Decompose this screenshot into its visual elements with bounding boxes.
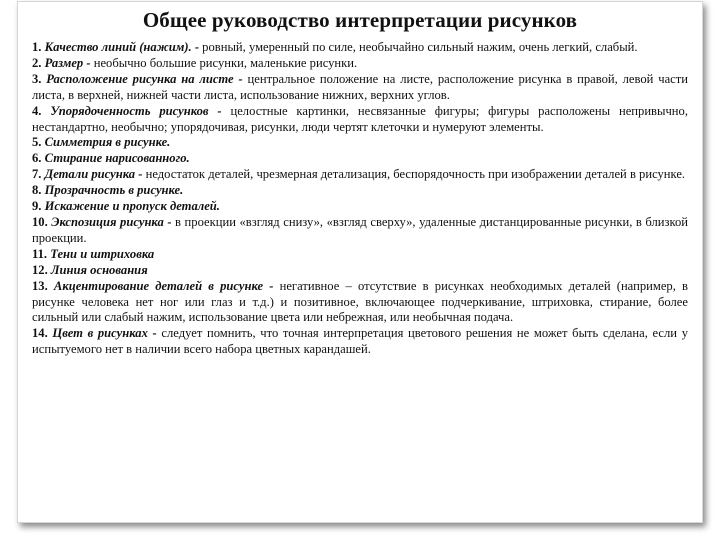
- list-item: [32, 56, 688, 72]
- list-item: [32, 247, 688, 263]
- item-description: ровный, умеренный по силе, необычайно сильный нажим, очень легкий, слабый.: [199, 40, 638, 54]
- item-heading: Прозрачность в рисунке.: [44, 183, 184, 198]
- item-heading: Акцентирование деталей в рисунке -: [53, 278, 274, 293]
- item-number: 7.: [32, 167, 42, 182]
- item-number: 8.: [32, 183, 42, 198]
- item-number: 6.: [32, 151, 42, 166]
- item-number: 11.: [32, 246, 48, 261]
- item-heading: Экспозиция рисунка -: [51, 214, 172, 229]
- item-description: целостные картинки, несвязанные фигуры; фигуры расположены непривычно, нестандартно, необычно; упорядочивая, рисунки, люди чертят клеточки и нумеруют элементы.: [32, 103, 688, 134]
- item-number: 9.: [32, 199, 42, 214]
- list-item: [32, 167, 688, 183]
- item-number: 2.: [32, 55, 42, 70]
- list-item: [32, 40, 688, 56]
- item-number: 13.: [32, 278, 48, 293]
- item-number: 1.: [32, 40, 42, 54]
- item-heading: Тени и штриховка: [50, 246, 155, 261]
- list-item: [32, 135, 688, 151]
- item-description: центральное положение на листе, расположение рисунка в правой, левой части листа, в верхней, нижней части листа, использование нижних, верхних углов.: [32, 71, 688, 102]
- list-item: [32, 263, 688, 279]
- item-heading: Качество линий (нажим). -: [44, 40, 200, 54]
- item-number: 10.: [32, 214, 48, 229]
- list-item: [32, 326, 688, 358]
- list-item: [32, 215, 688, 247]
- item-heading: Линия основания: [50, 262, 148, 277]
- item-number: 3.: [32, 71, 42, 86]
- item-heading: Симметрия в рисунке.: [44, 135, 171, 150]
- item-number: 5.: [32, 135, 42, 150]
- list-item: [32, 279, 688, 327]
- item-number: 14.: [32, 326, 48, 341]
- item-heading: Расположение рисунка на листе -: [46, 71, 243, 86]
- item-number: 12.: [32, 262, 48, 277]
- slide-frame: [17, 1, 703, 523]
- item-description: следует помнить, что точная интерпретация цветового решения не может быть сделана, если у испытуемого нет в наличии всего набора цветных карандашей.: [32, 326, 688, 357]
- page-title: Общее руководство интерпретации рисунков: [142, 8, 578, 32]
- item-heading: Цвет в рисунках -: [52, 326, 157, 341]
- item-description: недостаток деталей, чрезмерная детализация, беспорядочность при изображении деталей в рисунке.: [142, 167, 686, 182]
- list-item: [32, 104, 688, 136]
- item-heading: Упорядоченность рисунков -: [50, 103, 222, 118]
- item-heading: Стирание нарисованного.: [44, 151, 190, 166]
- item-description: негативное – отсутствие в рисунках необходимых деталей (например, в рисунке человека нет ног или глаз и т.д.) и позитивное, включающее подчеркивание, штриховка, стирание, более сильный или слабый нажим, использование цвета или небрежная, или необычная подача.: [32, 278, 688, 325]
- list-item: [32, 199, 688, 215]
- item-heading: Искажение и пропуск деталей.: [44, 199, 220, 214]
- item-heading: Размер -: [44, 55, 91, 70]
- list-item: [32, 72, 688, 104]
- item-description: в проекции «взгляд снизу», «взгляд сверху», удаленные дистанцированные рисунки, в близкой проекции.: [32, 214, 688, 245]
- guideline-list: [32, 40, 688, 358]
- item-heading: Детали рисунка -: [44, 167, 143, 182]
- list-item: [32, 151, 688, 167]
- item-description: необычно большие рисунки, маленькие рисунки.: [90, 55, 358, 70]
- list-item: [32, 183, 688, 199]
- item-number: 4.: [32, 103, 42, 118]
